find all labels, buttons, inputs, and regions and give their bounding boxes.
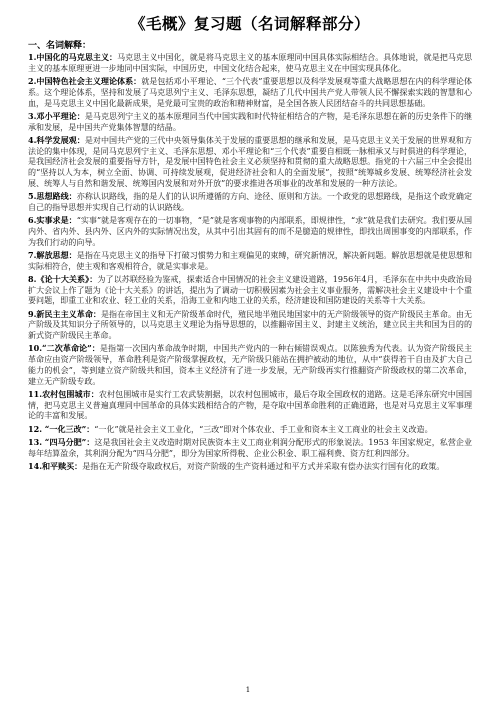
- entry-7: [28, 250, 472, 273]
- entry-10: [28, 343, 472, 387]
- page-number: 1: [245, 686, 251, 694]
- entry-text: 是对中国共产党的三代中央领导集体关于发展的重要思想的继承和发展，是马克思主义关于发展的世界观和方法论的集中体现，是同马克思列宁主义、毛泽东思想、邓小平理论和“三个代表”重要自相既一脉相承又与时俱进的科学理论，是我国经济社会发展的重要指导方针，是发展中国特色社会主义必须坚持和贯彻的重大战略思想。指党的十六届三中全会提出的“坚持以人为本，树立全面、协调、可持续发展观，促进经济社会和人的全面发展”，按照“统筹城乡发展、统筹经济社会发展、统筹人与自然和谐发展、统筹国内发展和对外开放”的要求推进各项事业的改革和发展的一种方法论。: [28, 135, 473, 188]
- entry-3: [28, 111, 472, 134]
- entry-text: 是马克思列宁主义的基本原理同当代中国实践和时代特征相结合的产物，是毛泽东思想在新的历史条件下的继承和发展，是中国共产党集体智慧的结晶。: [28, 111, 473, 132]
- entry-6: [28, 215, 472, 248]
- entry-4: [28, 135, 472, 190]
- entry-text: 就是包括邓小平理论、“三个代表”重要思想以及科学发展观等重大战略思想在内的科学理论体系。这个理论体系，坚持和发展了马克思列宁主义、毛泽东思想，凝结了几代中国共产党人带领人民不懈探索实践的智慧和心血，是马克思主义中国化最新成果，是党最可宝贵的政治和精神财富，是全国各族人民团结奋斗的共同思想基础。: [28, 77, 472, 108]
- entry-13: [28, 437, 472, 460]
- entry-text: 为了以苏联经验为鉴戒，探索适合中国情况的社会主义建设道路，1956年4月，毛泽东在中共中央政治局扩大会议上作了题为《论十大关系》的讲话，提出为了调动一切积极因素为社会主义事业服务，需解决社会主义建设中十个重要问题，即重工业和农业、轻工业的关系，沿海工业和内地工业的关系，经济建设和国防建设的关系等十大关系。: [28, 274, 472, 306]
- entry-text: 是指在帝国主义和无产阶级革命时代，殖民地半殖民地国家中的无产阶级领导的资产阶级民主革命。由无产阶级及其知识分子所领导的，以马克思主义理论为指导思想的，以推翻帝国主义、封建主义统治，建立民主共和国为目的的新式资产阶级民主革命。: [28, 309, 472, 340]
- entry-term: 11.农村包围城市：: [28, 388, 99, 399]
- entry-term: 13. “四马分肥”：: [28, 436, 95, 447]
- entry-term: 10.“二次革命论”：: [28, 343, 100, 354]
- entry-term: 3.邓小平理论：: [28, 110, 85, 121]
- entry-term: 1.中国化的马克思主义：: [28, 52, 118, 62]
- entry-2: [28, 76, 472, 109]
- document-page: [28, 12, 472, 474]
- entry-text: “实事”就是客观存在的一切事物，“是”就是客观事物的内部联系，即规律性，“求”就是我们去研究。我们要从国内外、省内外、县内外、区内外的实际情况出发，从其中引出其固有的而不是臆造的规律性，即找出周围事变的内部联系，作为我们行动的向导。: [28, 216, 473, 247]
- entry-term: 14.和平赎买：: [28, 460, 83, 471]
- entry-12: [28, 424, 472, 436]
- entry-11: [28, 389, 472, 422]
- entry-text: 这是我国社会主义改造时期对民族资本主义工商业利润分配形式的形象说法。1953 年国家规定，私营企业每年结算盈余，其利润分配为“四马分肥”，即分为国家所得税、企业公积金、职工福利费、资方红利四部分。: [28, 437, 472, 458]
- entry-text: 农村包围城市是实行工农武装割据，以农村包围城市，最后夺取全国政权的道路。这是毛泽东研究中国国情，把马克思主义普遍真理同中国革命的具体实践相结合的产物，是夺取中国革命胜利的正确道路，也是对马克思主义军事理论的丰富和发展。: [28, 389, 472, 421]
- entry-9: [28, 309, 472, 342]
- entry-term: 9.新民主主义革命：: [28, 308, 101, 319]
- entry-text: 亦称认识路线，指的是人们的认识所遵循的方向、途径、原则和方法。一个政党的思想路线，是指这个政党确定自己的指导思想并实现自己行动的认识路线。: [28, 192, 473, 212]
- entry-8: [28, 274, 472, 307]
- document-title: 《毛概》复习题（名词解释部分）: [129, 14, 370, 33]
- entry-14: [28, 461, 472, 473]
- section-heading: 一、名词解释：: [28, 41, 92, 51]
- entry-term: 4.科学发展观：: [28, 134, 85, 145]
- entry-text: 是指在马克思主义的指导下打破习惯势力和主观偏见的束缚，研究新情况，解决新问题。解放思想就是使思想和实际相符合，使主观和客观相符合，就是实事求是。: [28, 250, 473, 271]
- entry-text: 是指第一次国内革命战争时期，中国共产党内的一种右倾错误观点。以陈独秀为代表。认为资产阶级民主革命应由资产阶级领导，革命胜利是资产阶级掌握政权，无产阶级只能站在拥护被动的地位，从中“获得若干自由及扩大自己能力的机会”，等到建立资产阶级共和国，资本主义经济有了进一步发展，无产阶级再实行推翻资产阶级政权的第二次革命，建立无产阶级专政。: [28, 344, 472, 386]
- entry-text: 马克思主义中国化，就是将马克思主义的基本原理同中国具体实际相结合。具体地说，就是把马克思主义的基本原理更进一步地同中国实际，中国历史，中国文化结合起来，使马克思主义在中国实现具体化。: [28, 53, 473, 73]
- entry-term: 5.思想路线：: [28, 191, 77, 201]
- entry-term: 6.实事求是：: [28, 215, 77, 225]
- entry-term: 8.《论十大关系》：: [28, 273, 98, 284]
- entry-term: 12. “一化三改”：: [28, 423, 95, 434]
- entry-term: 7.解放思想：: [28, 249, 77, 260]
- entry-text: 是指在无产阶级夺取政权后，对资产阶级的生产资料通过和平方式并采取有偿办法实行国有化的政策。: [82, 461, 445, 471]
- entry-1: [28, 52, 472, 75]
- entry-5: [28, 191, 472, 214]
- entry-text: “一化”就是社会主义工业化，“三改”即对个体农业、手工业和资本主义工商业的社会主义改造。: [94, 424, 433, 434]
- entry-term: 2.中国特色社会主义理论体系：: [28, 76, 142, 86]
